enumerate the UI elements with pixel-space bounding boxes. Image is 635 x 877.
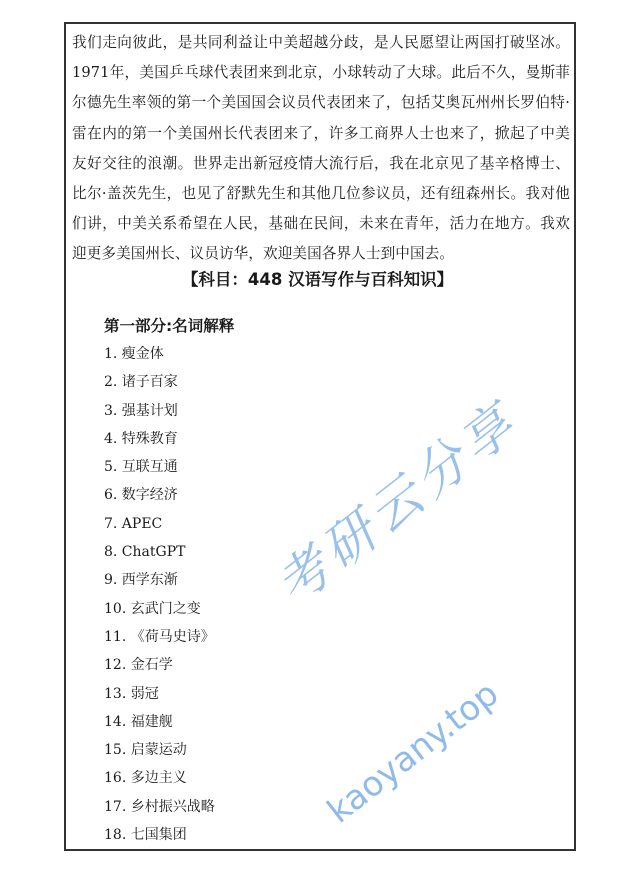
list-item: 10. 玄武门之变 xyxy=(104,600,201,617)
list-item: 13. 弱冠 xyxy=(104,685,159,702)
list-item: 14. 福建舰 xyxy=(104,713,173,730)
list-item: 8. ChatGPT xyxy=(104,544,186,561)
list-item: 3. 强基计划 xyxy=(104,402,178,419)
list-item: 9. 西学东渐 xyxy=(104,572,178,589)
list-item: 6. 数字经济 xyxy=(104,487,178,504)
list-item: 16. 多边主义 xyxy=(104,770,187,787)
list-item: 15. 启蒙运动 xyxy=(104,742,187,759)
subject-heading: 【科目：448 汉语写作与百科知识】 xyxy=(181,270,454,289)
body-paragraph: 我们走向彼此，是共同利益让中美超越分歧，是人民愿望让两国打破坚冰。1971年，美国乒乓球代表团来到北京，小球转动了大球。此后不久，曼斯菲尔德先生率领的第一个美国国会议员代表团来了，包括艾奥瓦州州长罗伯特·雷在内的第一个美国州长代表团来了，许多工商界人士也来了，掀起了中美友好交往的浪潮。世界走出新冠疫情大流行后，我在北京见了基辛格博士、比尔·盖茨先生，也见了舒默先生和其他几位参议员，还有纽森州长。我对他们讲，中美关系希望在人民，基础在民间，未来在青年，活力在地方。我欢迎更多美国州长、议员访华，欢迎美国各界人士到中国去。 xyxy=(72,34,570,263)
list-item: 4. 特殊教育 xyxy=(104,430,178,447)
list-item: 17. 乡村振兴战略 xyxy=(104,798,215,815)
term-list xyxy=(104,344,215,853)
watermark-text: 考研云分享 xyxy=(265,391,531,618)
list-item: 7. APEC xyxy=(104,515,163,532)
section-title: 第一部分:名词解释 xyxy=(104,317,235,335)
list-item: 18. 七国集团 xyxy=(104,827,187,844)
list-item: 12. 金石学 xyxy=(104,657,173,674)
list-item: 2. 诸子百家 xyxy=(104,374,178,391)
list-item: 1. 瘦金体 xyxy=(104,346,164,362)
list-item: 11. 《荷马史诗》 xyxy=(104,628,215,645)
watermark-url: kaoyany.top xyxy=(320,673,507,832)
list-item: 5. 互联互通 xyxy=(104,459,178,476)
